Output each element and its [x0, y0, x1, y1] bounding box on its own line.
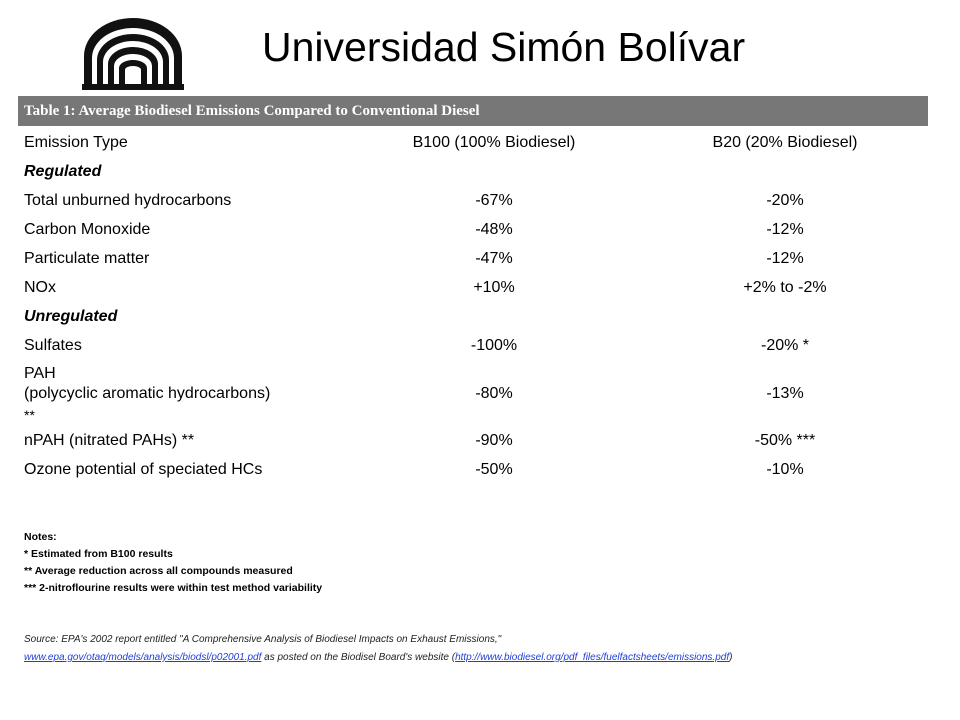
- emission-type-cell-line3: **: [24, 407, 35, 423]
- emission-type-cell: Sulfates: [24, 337, 82, 354]
- source-block: [24, 631, 732, 667]
- b100-cell: -90%: [475, 432, 513, 449]
- b100-cell: -47%: [475, 250, 513, 267]
- section-label: Unregulated: [24, 308, 118, 325]
- table-header-row: [24, 128, 924, 157]
- table-row: [24, 426, 924, 455]
- source-line: Source: EPA's 2002 report entitled "A Comprehensive Analysis of Biodiesel Impacts on Exhaust Emissions,": [24, 634, 502, 645]
- b100-cell: -80%: [475, 385, 513, 402]
- page-title: Universidad Simón Bolívar: [262, 24, 746, 70]
- emission-type-cell: nPAH (nitrated PAHs) **: [24, 432, 195, 449]
- b100-cell: -48%: [475, 221, 513, 238]
- source-end-text: ): [729, 652, 733, 663]
- b20-cell: -13%: [766, 385, 804, 402]
- table-row: [24, 455, 924, 484]
- section-row-regulated: [24, 157, 924, 186]
- b20-cell: -20% *: [760, 337, 810, 354]
- biodiesel-board-link[interactable]: http://www.biodiesel.org/pdf_files/fuelfactsheets/emissions.pdf: [455, 652, 730, 663]
- note-item: * Estimated from B100 results: [24, 548, 173, 560]
- note-item: ** Average reduction across all compounds measured: [24, 565, 293, 577]
- b100-cell: -100%: [470, 337, 518, 354]
- table-row: [24, 186, 924, 215]
- emission-type-cell: Total unburned hydrocarbons: [24, 192, 232, 209]
- table-caption: Table 1: Average Biodiesel Emissions Compared to Conventional Diesel: [24, 102, 480, 119]
- b100-cell: -50%: [475, 461, 513, 478]
- table-row: [24, 360, 924, 426]
- column-header-emission-type: Emission Type: [24, 134, 128, 151]
- section-row-unregulated: [24, 302, 924, 331]
- notes-heading: Notes:: [24, 531, 57, 543]
- b100-cell: -67%: [475, 192, 513, 209]
- emission-type-cell-line1: PAH: [24, 365, 56, 382]
- emission-type-cell: Ozone potential of speciated HCs: [24, 461, 263, 478]
- usb-logo-icon: [80, 14, 186, 92]
- table-row: [24, 331, 924, 360]
- b20-cell: -10%: [766, 461, 804, 478]
- source-links-line: [24, 649, 732, 667]
- epa-report-link[interactable]: www.epa.gov/otaq/models/analysis/biodsl/p02001.pdf: [24, 652, 262, 663]
- table-row: [24, 215, 924, 244]
- b20-cell: -12%: [766, 221, 804, 238]
- b20-cell: -50% ***: [754, 432, 816, 449]
- section-label: Regulated: [24, 163, 102, 180]
- b20-cell: -12%: [766, 250, 804, 267]
- table-caption-bar: [18, 96, 928, 126]
- source-middle-text: as posted on the Biodisel Board's website (: [261, 652, 456, 663]
- note-item: *** 2-nitroflourine results were within test method variability: [24, 582, 323, 594]
- emission-type-cell: NOx: [24, 279, 56, 296]
- b20-cell: -20%: [766, 192, 804, 209]
- b100-cell: +10%: [473, 279, 515, 296]
- column-header-b100: B100 (100% Biodiesel): [412, 134, 576, 151]
- emission-type-cell: Particulate matter: [24, 250, 150, 267]
- column-header-b20: B20 (20% Biodiesel): [712, 134, 858, 151]
- table-row: [24, 273, 924, 302]
- notes-block: [24, 529, 322, 597]
- b20-cell: +2% to -2%: [743, 279, 827, 296]
- emission-type-cell: Carbon Monoxide: [24, 221, 151, 238]
- table-row: [24, 244, 924, 273]
- emission-type-cell-line2: (polycyclic aromatic hydrocarbons): [24, 385, 271, 402]
- emissions-table: [24, 128, 924, 484]
